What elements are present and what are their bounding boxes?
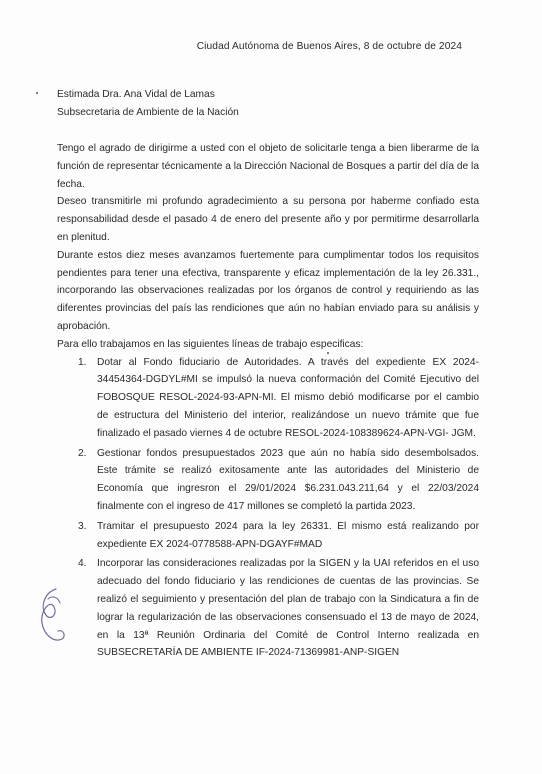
list-item-text: Gestionar fondos presupuestados 2023 que aún no había sido desembolsados. Este trámite se realizó exitosamente ante las autoridades del Ministerio de Economía que ingresron el 29/01/2024 $6.231.043.211,64 y el 22/03/2024 finalmente con el ingreso de 417 millones se completó la partida 2023. [97,447,479,512]
scan-speck [36,92,38,94]
addressee-block [57,86,239,122]
letter-body [57,140,479,664]
paragraph-thanks: Deseo transmitirle mi profundo agradecimiento a su persona por haberme confiado esta responsabilidad desde el pasado 4 de enero del presente año y por permitirme desarrollarla en plenitud. [57,196,479,243]
list-item [78,555,479,662]
letter-date: Ciudad Autónoma de Buenos Aires, 8 de octubre de 2024 [196,41,462,52]
paragraph-intro-list: Para ello trabajamos en las siguientes líneas de trabajo especificas: [57,338,364,350]
list-item-text: Incorporar las consideraciones realizadas por la SIGEN y la UAI referidos en el uso adecuado del fondo fiduciario y las rendiciones de cuentas de las provincias. Se realizó el seguimiento y presentación del plan de trabajo con la Sindicatura a fin de lograr la regularización de las observaciones consensuado el 13 de mayo de 2024, en la 13ª Reunión Ordinaria del Comité de Control Interno realizada en SUBSECRETARÍA DE AMBIENTE IF-2024-71369981-ANP-SIGEN [97,558,479,659]
paragraph-request: Tengo el agrado de dirigirme a usted con el objeto de solicitarle tenga a bien liberarme de la función de representar técnicamente a la Dirección Nacional de Bosques a partir del día de la fecha. [57,143,479,190]
initials-signature-mark [36,585,70,647]
list-item [78,445,479,516]
list-item-text: Dotar al Fondo fiduciario de Autoridades. A través del expediente EX 2024-34454364-DGDYL#MI se impulsó la nueva conformación del Comité Ejecutivo del FOBOSQUE RESOL-2024-93-APN-MI. El mismo debió modificarse por el cambio de estructura del Ministerio del interior, realizándose un nuevo trámite que fue finalizado el pasado viernes 4 de octubre RESOL-2024-108389624-APN-VGI- JGM. [97,356,479,439]
list-item-number: 2. [78,447,87,459]
list-item-number: 3. [78,520,87,532]
list-item-text: Tramitar el presupuesto 2024 para la ley 26331. El mismo está realizando por expediente EX 2024-0778588-APN-DGAYF#MAD [97,520,479,550]
recipient-office: Subsecretaria de Ambiente de la Nación [57,107,239,118]
list-item-number: 1. [78,356,87,368]
recipient-name: Estimada Dra. Ana Vidal de Lamas [57,89,215,100]
paragraph-progress: Durante estos diez meses avanzamos fuertemente para cumplimentar todos los requisitos pendientes para tener una efectiva, transparente y eficaz implementación de la ley 26.331., incorporando las observaciones realizadas por los órganos de control y requiriendo as las diferentes provincias del país las rendiciones que aún no habían enviado para su análisis y aprobación. [57,249,479,332]
work-lines-list [57,354,479,663]
list-item [78,354,479,443]
list-item-number: 4. [78,558,87,570]
list-item [78,518,479,554]
